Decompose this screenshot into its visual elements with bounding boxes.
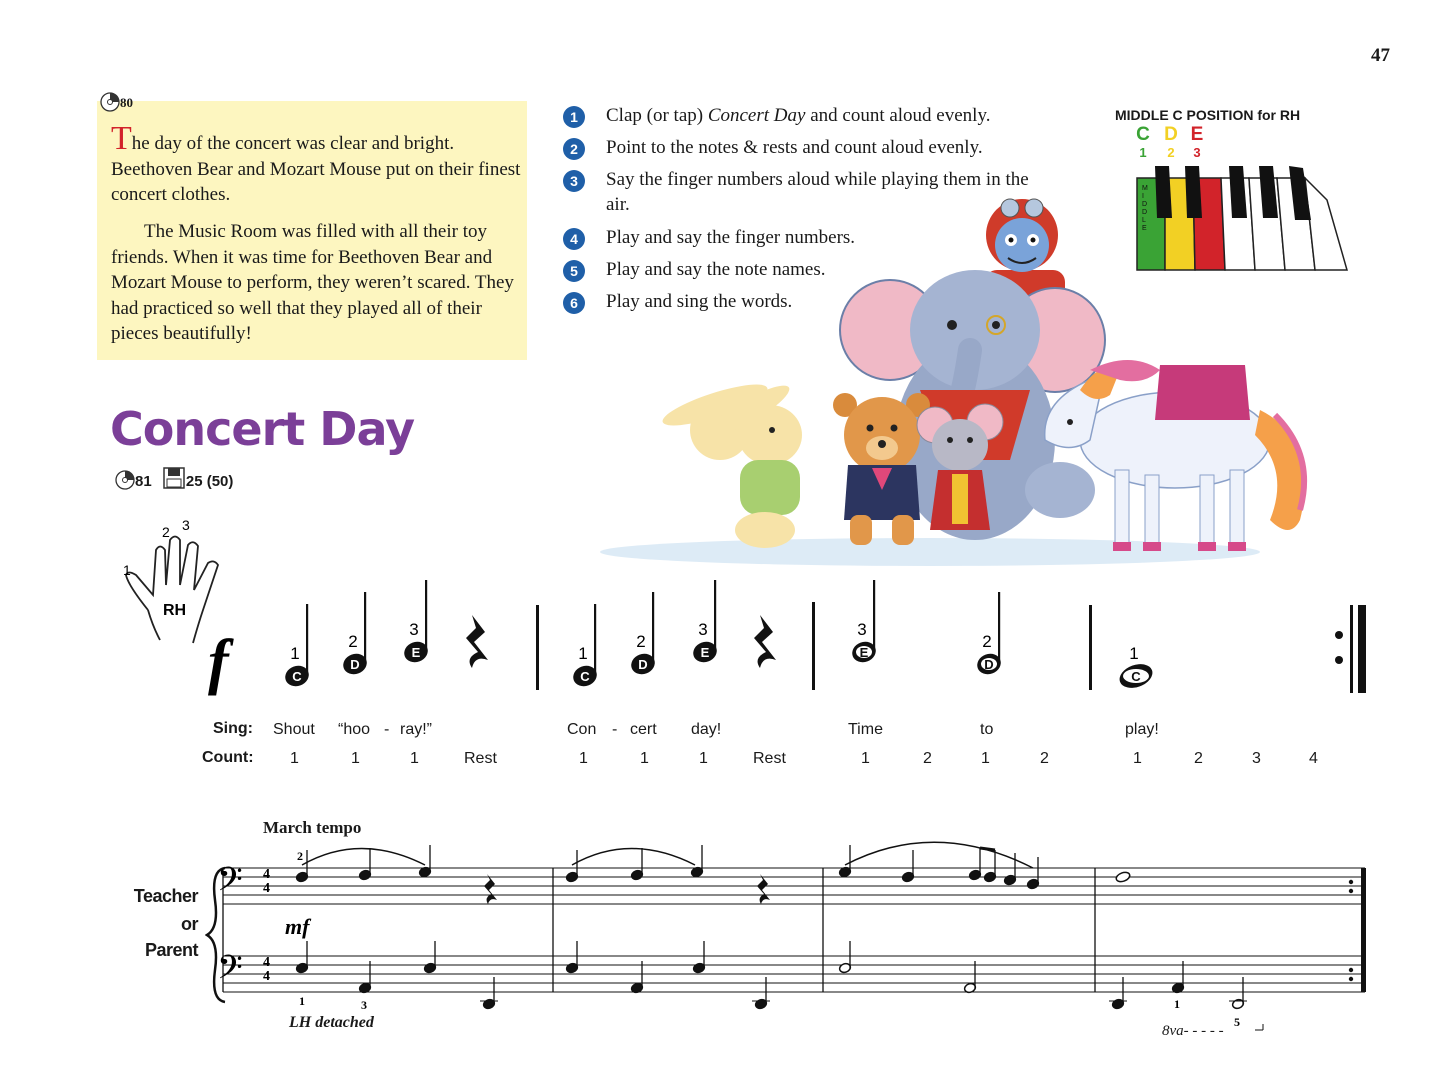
count-value: 1 <box>861 750 870 767</box>
count-value: 1 <box>351 750 360 767</box>
midi-disk-icon <box>162 466 186 490</box>
accompaniment-score <box>205 840 1380 1040</box>
teacher-label: Teacher <box>133 886 198 906</box>
fingering: 5 <box>1234 1015 1240 1029</box>
accompaniment-note <box>968 848 981 881</box>
quarter-rest <box>754 615 776 668</box>
middle-label: M I D D L E <box>1142 185 1148 232</box>
count-value: 1 <box>579 750 588 767</box>
lyric-word: day! <box>691 721 722 738</box>
accompaniment-note <box>838 845 851 878</box>
lyric-word: Con <box>567 721 597 738</box>
accompaniment-note <box>565 941 578 974</box>
svg-text:1: 1 <box>290 644 300 663</box>
bar-line <box>812 602 815 690</box>
accompaniment-note <box>295 941 308 974</box>
svg-text:C: C <box>1131 669 1141 684</box>
count-value: 2 <box>1194 750 1203 767</box>
svg-text:D: D <box>350 657 360 672</box>
lyric-word: Time <box>848 721 883 738</box>
key-label-d: D <box>1164 124 1178 145</box>
accompaniment-note <box>983 850 996 883</box>
melody-note-e <box>849 580 878 666</box>
repeat-dot <box>1349 977 1353 981</box>
count-value: 2 <box>1040 750 1049 767</box>
story-audio-track: 80 <box>100 92 133 112</box>
accompaniment-note <box>1026 857 1039 890</box>
page-number: 47 <box>1371 45 1390 66</box>
accompaniment-note <box>358 848 371 881</box>
svg-text:2: 2 <box>636 632 646 651</box>
key-finger-3: 3 <box>1193 145 1201 160</box>
melody-note-c <box>570 604 599 690</box>
slur <box>845 842 1033 868</box>
quarter-rest <box>466 615 488 668</box>
accompaniment-note <box>692 941 705 974</box>
lyric-word: “hoo <box>338 721 371 738</box>
accompaniment-note <box>418 845 431 878</box>
final-bar-thin <box>1350 605 1353 693</box>
svg-text:1: 1 <box>1129 644 1139 663</box>
melody-note-e <box>690 580 719 666</box>
accompaniment-note <box>752 977 770 1010</box>
accompaniment-note <box>1171 961 1184 994</box>
song-tracks: 81 25 (50) <box>115 466 233 490</box>
count-value: 1 <box>640 750 649 767</box>
time-sig-lower-bottom: 4 <box>263 969 270 984</box>
key-label-e: E <box>1190 124 1204 145</box>
accompaniment-note <box>630 848 643 881</box>
melody-note-d <box>628 592 657 678</box>
accompaniment-note <box>358 961 371 994</box>
accompaniment-note <box>423 941 436 974</box>
svg-text:D: D <box>984 657 994 672</box>
repeat-dot <box>1335 631 1343 639</box>
count-value: 1 <box>1133 750 1142 767</box>
animal-band-illustration <box>600 190 1340 570</box>
count-value: 4 <box>1309 750 1318 767</box>
svg-text:3: 3 <box>409 620 419 639</box>
key-finger-1: 1 <box>1139 145 1147 160</box>
svg-text:D: D <box>638 657 648 672</box>
accompaniment-note <box>963 961 976 994</box>
accompaniment-note <box>901 850 914 883</box>
count-value: 2 <box>923 750 932 767</box>
bear-figure <box>833 393 930 545</box>
parent-label: Parent <box>144 940 198 960</box>
accompaniment-note <box>480 977 498 1010</box>
accompaniment-note <box>1109 977 1127 1010</box>
time-sig-upper-bottom: 4 <box>263 881 270 896</box>
lyric-word: to <box>980 721 994 738</box>
count-value: 3 <box>1252 750 1261 767</box>
accompaniment-note <box>838 941 851 974</box>
hand-label: RH <box>163 602 187 619</box>
svg-text:C: C <box>292 669 302 684</box>
hand-finger-2: 2 <box>162 524 170 540</box>
accompaniment-note <box>630 961 643 994</box>
melody-note-d <box>340 592 369 678</box>
svg-text:3: 3 <box>857 620 867 639</box>
lh-detached-note: LH detached <box>289 1014 374 1031</box>
svg-text:2: 2 <box>348 632 358 651</box>
svg-text:2: 2 <box>982 632 992 651</box>
tempo-marking: March tempo <box>263 818 362 837</box>
time-sig-lower-top: 4 <box>263 955 270 970</box>
lyric-word: Shout <box>273 721 315 738</box>
count-value: Rest <box>753 750 786 767</box>
fingering: 3 <box>361 998 367 1012</box>
key-label-c: C <box>1136 124 1150 145</box>
count-label: Count: <box>202 749 254 766</box>
svg-text:E: E <box>700 645 710 660</box>
melody-note-e <box>401 580 430 666</box>
lyric-word: ray!” <box>400 721 432 738</box>
hand-finger-1: 1 <box>123 562 131 578</box>
story-box <box>97 101 527 360</box>
melody-note-c <box>1116 644 1155 692</box>
accompaniment-note <box>1115 871 1131 884</box>
story-paragraph-2: The Music Room was filled with all their toy friends. When it was time for Beethoven Bear and Mozart Mouse to perform, they weren’t scared. They had practiced so well that they played all of their pieces beautifully! <box>111 221 514 344</box>
dropcap-letter: T <box>111 120 132 157</box>
svg-text:E: E <box>859 645 869 660</box>
octave-marking: 8va- - - - - <box>1162 1023 1224 1039</box>
slur <box>572 849 695 866</box>
bar-line <box>1089 605 1092 690</box>
or-label: or <box>181 914 198 934</box>
hand-finger-3: 3 <box>182 517 190 533</box>
repeat-dot <box>1349 889 1353 893</box>
melody-notation <box>200 580 1380 705</box>
melody-note-d <box>974 592 1003 678</box>
accompaniment-note <box>690 845 703 878</box>
sing-label: Sing: <box>213 720 253 737</box>
melody-note-c <box>282 604 311 690</box>
svg-text:C: C <box>580 669 590 684</box>
count-value: 1 <box>699 750 708 767</box>
lyric-word: play! <box>1125 721 1159 738</box>
repeat-dot <box>1349 880 1353 884</box>
rabbit-figure <box>659 377 802 548</box>
accompaniment-note <box>565 850 578 883</box>
key-finger-2: 2 <box>1167 145 1175 160</box>
count-value: 1 <box>290 750 299 767</box>
repeat-dot <box>1335 656 1343 664</box>
fingering: 1 <box>299 994 305 1008</box>
quarter-rest <box>484 874 497 904</box>
count-value: 1 <box>410 750 419 767</box>
accompaniment-note <box>1229 977 1247 1010</box>
svg-text:3: 3 <box>698 620 708 639</box>
quarter-rest <box>757 874 770 904</box>
svg-text:E: E <box>411 645 421 660</box>
bass-clef-upper: 𝄢 <box>217 861 243 907</box>
count-value: 1 <box>981 750 990 767</box>
final-bar-thick <box>1358 605 1366 693</box>
final-bar <box>1361 868 1366 992</box>
bass-clef-lower: 𝄢 <box>217 949 243 995</box>
lyric-word: - <box>612 721 618 738</box>
fingering: 2 <box>297 849 303 863</box>
cd-icon <box>115 470 135 490</box>
pony-figure <box>1045 360 1305 551</box>
svg-text:1: 1 <box>578 644 588 663</box>
lyric-word: cert <box>630 721 657 738</box>
slur <box>302 849 425 866</box>
lyric-word: - <box>384 721 390 738</box>
dynamic-forte: f <box>208 628 229 696</box>
count-value: Rest <box>464 750 497 767</box>
dynamic-mezzo-forte: mf <box>285 914 310 939</box>
fingering: 1 <box>1174 997 1180 1011</box>
bar-line <box>536 605 539 690</box>
repeat-dot <box>1349 968 1353 972</box>
song-title: Concert Day <box>110 402 415 456</box>
keyboard-title: MIDDLE C POSITION for RH <box>1115 107 1301 123</box>
cd-icon <box>100 92 120 112</box>
story-paragraph-1: The day of the concert was clear and bright. Beethoven Bear and Mozart Mouse put on their finest concert clothes. <box>111 120 521 205</box>
time-sig-upper-top: 4 <box>263 867 270 882</box>
